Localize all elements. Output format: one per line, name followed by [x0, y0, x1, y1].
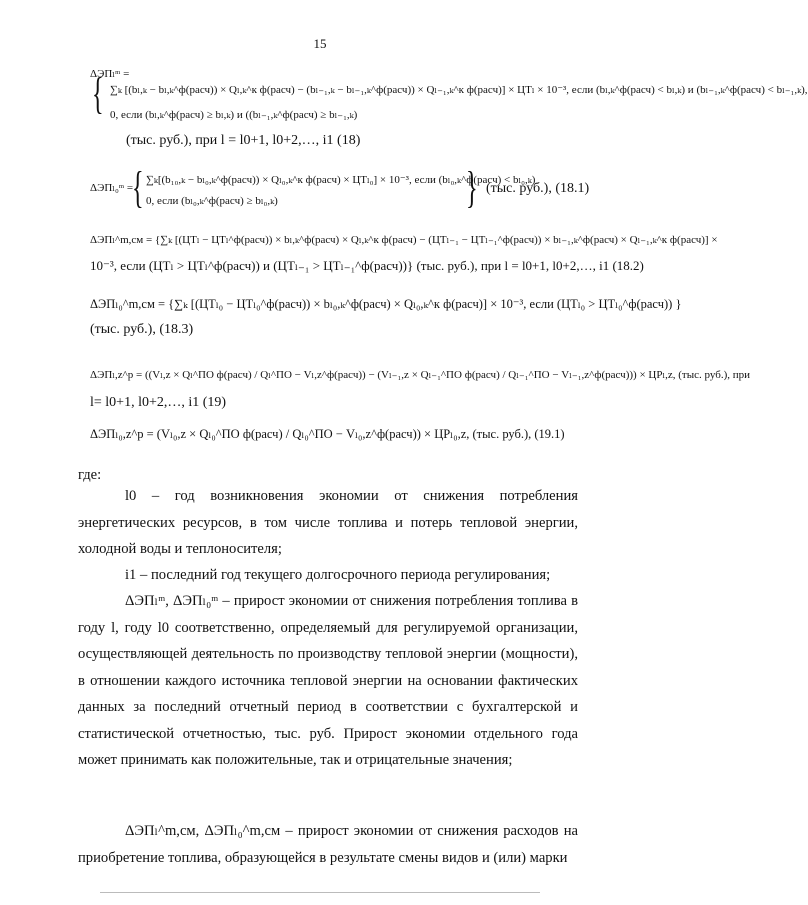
- formula-18-3-line-2: (тыс. руб.), (18.3): [90, 322, 194, 337]
- formula-18-1-brace: {: [132, 163, 144, 212]
- page-number: 15: [313, 36, 327, 51]
- formula-18-2-line-2: 10⁻³, если (ЦТₗ > ЦТₗ^ф(расч)) и (ЦТₗ₋₁ > ЦТₗ₋₁^ф(расч))} (тыс. руб.), при l = l0+1, l0+2,…, i1 (18.2): [90, 258, 644, 273]
- formula-18-3-line-1: ΔЭΠₗ₀^m,см = {∑ₖ [(ЦТₗ₀ − ЦТₗ₀^ф(расч)) × bₗ₀,ₖ^ф(расч) × Qₗ₀,ₖ^к ф(расч)] × 10⁻³, если (ЦТₗ₀ > ЦТₗ₀^ф(расч)) }: [90, 297, 682, 311]
- formula-18-case-2: 0, если (bₗ,ₖ^ф(расч) ≥ bₗ,ₖ) и ((bₗ₋₁,ₖ^ф(расч) ≥ bₗ₋₁,ₖ): [110, 109, 358, 121]
- formula-19-line-2: l= l0+1, l0+2,…, i1 (19): [90, 395, 227, 410]
- where-label: где:: [78, 467, 102, 483]
- formula-18-2-line-1: ΔЭΠₗ^m,см = {∑ₖ [(ЦТₗ − ЦТₗ^ф(расч)) × bₗ,ₖ^ф(расч) × Qₗ,ₖ^к ф(расч) − (ЦТₗ₋₁ − ЦТₗ₋₁^ф(расч)) × bₗ₋₁,ₖ^ф(расч) × Qₗ₋₁,ₖ^к ф(расч)] ×: [90, 234, 718, 246]
- formula-18-1-case-2: 0, если (bₗ₀,ₖ^ф(расч) ≥ bₗ₀,ₖ): [146, 195, 278, 207]
- formula-18-label: ΔЭΠₗᵐ =: [90, 68, 130, 80]
- formula-19-line-1: ΔЭΠₗ,z^р = ((Vₗ,z × Qₗ^ПО ф(расч) / Qₗ^ПО − Vₗ,z^ф(расч)) − (Vₗ₋₁,z × Qₗ₋₁^ПО ф(расч) / Qₗ₋₁^ПО − Vₗ₋₁,z^ф(расч))) × ЦРₗ,z, (тыс. руб.), при: [90, 369, 750, 381]
- formula-18-1-close-brace: }: [466, 163, 478, 212]
- formula-18-tail: (тыс. руб.), при l = l0+1, l0+2,…, i1 (18): [126, 133, 361, 148]
- formula-19-1: ΔЭΠₗ₀,z^р = (Vₗ₀,z × Qₗ₀^ПО ф(расч) / Qₗ₀^ПО − Vₗ₀,z^ф(расч)) × ЦРₗ₀,z, (тыс. руб.), (19.1): [90, 427, 565, 441]
- formula-18-1-label: ΔЭΠₗ₀ᵐ =: [90, 182, 134, 194]
- formula-18-brace: {: [92, 69, 104, 118]
- formula-18-case-1: ∑ₖ [(bₗ,ₖ − bₗ,ₖ^ф(расч)) × Qₗ,ₖ^к ф(расч) − (bₗ₋₁,ₖ − bₗ₋₁,ₖ^ф(расч)) × Qₗ₋₁,ₖ^к ф(расч)] × ЦТₗ × 10⁻³, если (bₗ,ₖ^ф(расч) < bₗ,ₖ) и (bₗ₋₁,ₖ^ф(расч) < bₗ₋₁,ₖ),: [110, 84, 808, 96]
- paragraph-fuel-change-definition: ΔЭΠₗ^m,см, ΔЭΠₗ₀^m,см – прирост экономии от снижения расходов на приобретение топлива, образующейся в результате смены видов и (или) марки: [78, 823, 578, 866]
- paragraph-l0-definition: l0 – год возникновения экономии от снижения потребления энергетических ресурсов, в том числе топлива и потерь тепловой энергии, холодной воды и теплоносителя;: [78, 488, 578, 557]
- paragraph-i1-definition: i1 – последний год текущего долгосрочного периода регулирования;: [125, 567, 551, 583]
- formula-18-1-tail: (тыс. руб.), (18.1): [486, 181, 590, 196]
- paragraph-fuel-savings-definition: ΔЭΠₗᵐ, ΔЭΠₗ₀ᵐ – прирост экономии от снижения потребления топлива в году l, году l0 соответственно, определяемый для регулируемой организации, осуществляющей деятельность по производству тепловой энергии (мощности), в отношении каждого источника тепловой энергии на основании фактических данных за последний отчетный период в соответствии с бухгалтерской и статистической отчетностью, тыс. руб. Прирост экономии отдельного года может принимать как положительные, так и отрицательные значения;: [78, 593, 578, 768]
- bottom-divider: [100, 892, 540, 893]
- formula-18-1-case-1: ∑ₖ[(b₁₀,ₖ − bₗ₀,ₖ^ф(расч)) × Qₗ₀,ₖ^к ф(расч) × ЦТₗ₀] × 10⁻³, если (bₗ₀,ₖ^ф(расч) < bₗ₀,ₖ): [146, 174, 536, 186]
